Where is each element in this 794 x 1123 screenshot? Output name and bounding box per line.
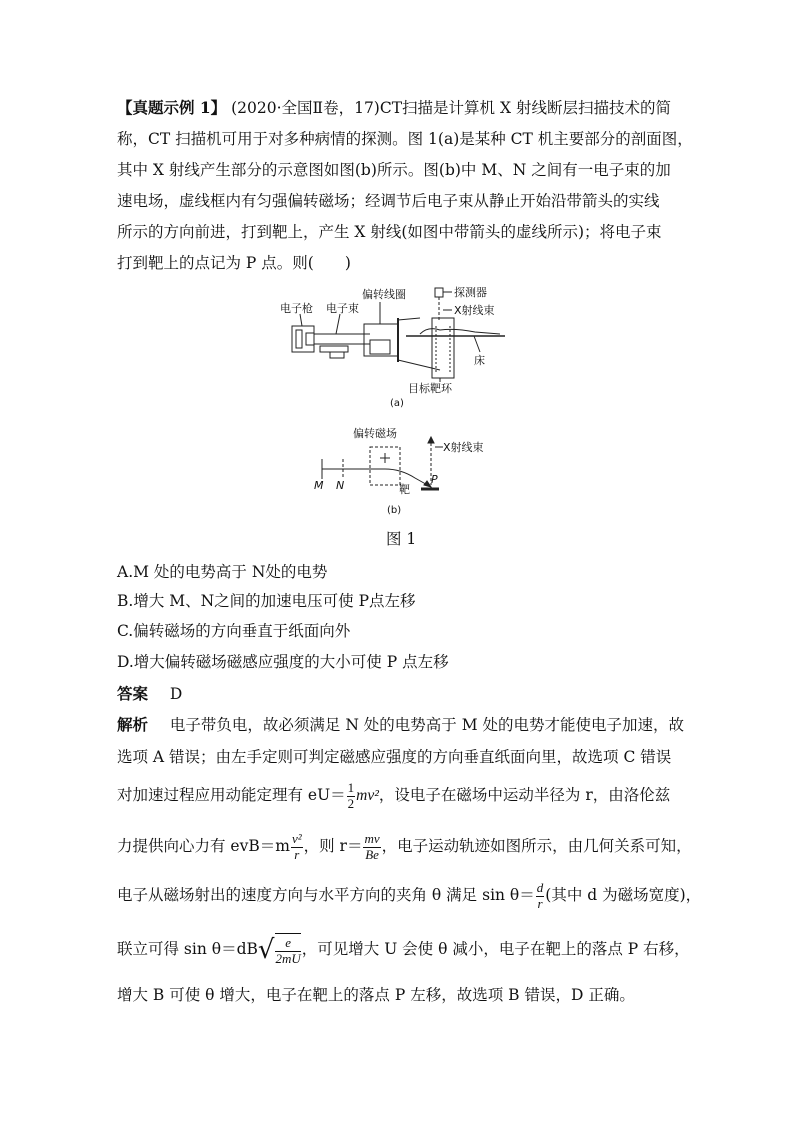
analysis-text-6a: 联立可得 sin θ＝dB: [117, 940, 258, 958]
analysis-line-4: [117, 826, 692, 866]
label-n: N: [336, 479, 345, 492]
analysis-text-5b: (其中 d 为磁场宽度)，: [545, 886, 702, 904]
caption-b: (b): [387, 505, 402, 516]
analysis-text-4b: ，则 r＝: [303, 837, 363, 855]
fraction-v2-r: $\frac{\text{v²}}{r}$: [291, 830, 302, 862]
label-detector: 探测器: [454, 286, 487, 299]
label-target: 靶: [399, 483, 410, 496]
analysis-line-7: 增大 B 可使 θ 增大，电子在靶上的落点 P 左移，故选项 B 错误，D 正确。: [117, 986, 635, 1004]
label-gun: 电子枪: [280, 302, 313, 315]
label-p: P: [431, 473, 438, 486]
gun-body: [292, 326, 314, 352]
label-field: 偏转磁场: [353, 427, 397, 440]
option-a: A.M 处的电势高于 N处的电势: [117, 563, 328, 581]
label-bed: 床: [474, 354, 485, 367]
analysis-text-5a: 电子从磁场射出的速度方向与水平方向的夹角 θ 满足 sin θ＝: [117, 886, 535, 904]
fraction-d-r: $\frac{d}{r}$: [536, 879, 544, 911]
question-line-6: 打到靶上的点记为 P 点。则( ): [117, 254, 351, 272]
analysis-text-6b: ，可见增大 U 会使 θ 减小，电子在靶上的落点 P 右移，: [301, 940, 690, 958]
question-line-3: 其中 X 射线产生部分的示意图如图(b)所示。图(b)中 M、N 之间有一电子束的加: [117, 161, 671, 179]
question-line-4: 速电场，虚线框内有匀强偏转磁场；经调节后电子束从静止开始沿带箭头的实线: [117, 192, 660, 210]
label-beam: 电子束: [326, 302, 359, 315]
analysis-text-4a: 力提供向心力有 evB＝m: [117, 837, 290, 855]
fraction-mv-be: $\frac{mv}{Be}$: [364, 830, 380, 862]
figure-title: 图 1: [386, 530, 417, 548]
figure-a: [280, 278, 520, 408]
label-xray-a: X射线束: [454, 304, 495, 317]
fraction-half: $\frac{1}{2}$: [347, 779, 355, 811]
label-ring: 目标靶环: [408, 382, 452, 395]
figure-b: [305, 423, 505, 518]
analysis-line-3: [117, 775, 670, 815]
mv-squared: mv²: [356, 787, 379, 804]
analysis-line-6: [117, 926, 690, 972]
label-xray-b: X射线束: [443, 441, 484, 454]
sqrt-expression: √ $\frac{e}{2mU}$: [257, 935, 301, 966]
analysis-text-4c: ，电子运动轨迹如图所示，由几何关系可知，: [381, 837, 692, 855]
option-c: C.偏转磁场的方向垂直于纸面向外: [117, 622, 351, 640]
option-d: D.增大偏转磁场磁感应强度的大小可使 P 点左移: [117, 653, 449, 671]
question-line-1: [117, 96, 671, 118]
question-text-1: (2020·全国Ⅱ卷，17)CT扫描是计算机 X 射线断层扫描技术的简: [231, 99, 671, 117]
question-label: 【真题示例 1】: [117, 98, 227, 117]
question-line-2: 称，CT 扫描机可用于对多种病情的探测。图 1(a)是某种 CT 机主要部分的剖面图，: [117, 130, 693, 148]
option-b: B.增大 M、N之间的加速电压可使 P点左移: [117, 592, 416, 610]
analysis-line-1: [117, 713, 684, 735]
caption-a: (a): [390, 398, 404, 408]
analysis-label: 解析: [117, 715, 149, 734]
analysis-text-1: 电子带负电，故必须满足 N 处的电势高于 M 处的电势才能使电子加速，故: [169, 716, 685, 734]
detector: [435, 288, 443, 297]
question-line-5: 所示的方向前进，打到靶上，产生 X 射线(如图中带箭头的虚线所示)；将电子束: [117, 223, 662, 241]
analysis-line-5: [117, 875, 701, 915]
answer-value: D: [169, 685, 183, 703]
label-m: M: [314, 479, 324, 492]
analysis-text-3b: ，设电子在磁场中运动半径为 r，由洛伦兹: [378, 786, 671, 804]
analysis-text-3a: 对加速过程应用动能定理有 eU＝: [117, 786, 346, 804]
field-box: [370, 447, 400, 485]
analysis-line-2: 选项 A 错误；由左手定则可判定磁感应强度的方向垂直纸面向里，故选项 C 错误: [117, 748, 672, 766]
label-coil: 偏转线圈: [362, 288, 406, 301]
answer-label: 答案: [117, 684, 149, 703]
answer-line: [117, 682, 182, 704]
